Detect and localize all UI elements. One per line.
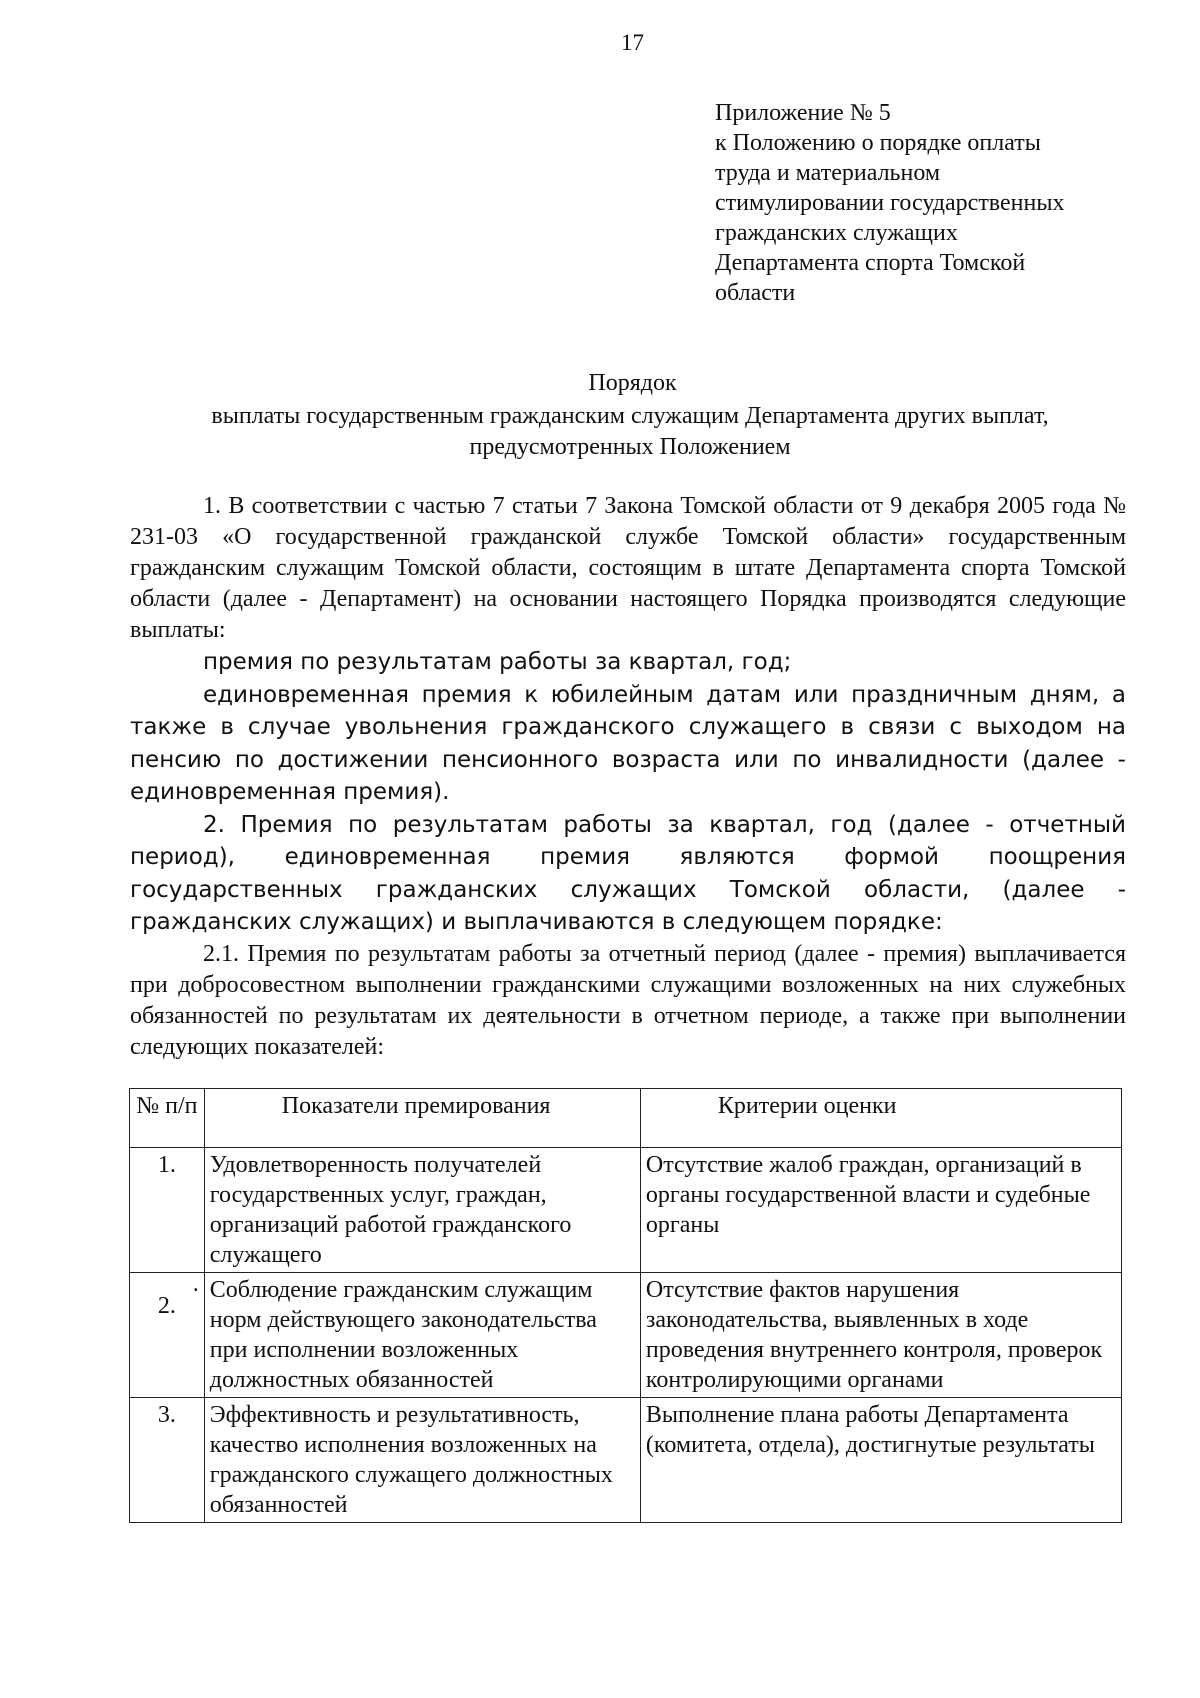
paragraph-1: 1. В соответствии с частью 7 статьи 7 Закона Томской области от 9 декабря 2005 года № 231-03 «О государственной гражданской службе Томской области» государственным гражданским служащим Томской области, состоящим в штате Департамента спорта Томской области (далее - Департамент) на основании настоящего Порядка производятся следующие выплаты: (130, 493, 1126, 643)
appendix-line: к Положению о порядке оплаты (715, 130, 1041, 156)
appendix-line: Департамента спорта Томской (715, 250, 1026, 276)
row-indicator: Удовлетворенность получателей государственных услуг, граждан, организаций работой гражданского служащего (204, 1148, 640, 1273)
paragraph-one-time-bonus: единовременная премия к юбилейным датам или праздничным дням, а также в случае увольнения гражданского служащего в связи с выходом на пенсию по достижении пенсионного возраста или по инвалидности (далее - единовременная премия). (130, 681, 1126, 805)
row-number: 3. (130, 1398, 205, 1523)
paragraph-2: 2. Премия по результатам работы за квартал, год (далее - отчетный период), единовременная премия являются формой поощрения государственных гражданских служащих Томской области, (далее - гражданских служащих) и выплачиваются в следующем порядке: (130, 811, 1126, 935)
bonus-criteria-table (129, 1088, 1122, 1523)
row-number-cell (130, 1273, 205, 1398)
appendix-line: Приложение № 5 (715, 100, 891, 126)
appendix-heading (715, 98, 1155, 308)
appendix-line: области (715, 280, 796, 306)
header-number: № п/п (130, 1089, 205, 1148)
row-number: 2. (157, 1293, 176, 1319)
document-title: Порядок (588, 370, 677, 396)
document-subtitle (130, 401, 1130, 463)
paragraph-2-1: 2.1. Премия по результатам работы за отчетный период (далее - премия) выплачивается при добросовестном выполнении гражданскими служащими возложенных на них служебных обязанностей по результатам их деятельности в отчетном периоде, а также при выполнении следующих показателей: (130, 940, 1126, 1060)
subtitle-line: выплаты государственным гражданским служащим Департамента других выплат, (211, 403, 1049, 429)
row-indicator: Эффективность и результативность, качество исполнения возложенных на гражданского служащего должностных обязанностей (204, 1398, 640, 1523)
row-criteria: Отсутствие фактов нарушения законодательства, выявленных в ходе проведения внутреннего контроля, проверок контролирующими органами (640, 1273, 1121, 1398)
row-number: 1. (130, 1148, 205, 1273)
appendix-line: гражданских служащих (715, 220, 958, 246)
appendix-line: стимулировании государственных (715, 190, 1065, 216)
header-criteria: Критерии оценки (640, 1089, 1121, 1148)
table-row (130, 1398, 1122, 1523)
row-criteria: Выполнение плана работы Департамента (комитета, отдела), достигнутые результаты (640, 1398, 1121, 1523)
appendix-line: труда и материальном (715, 160, 941, 186)
row-mark: . (192, 1271, 199, 1297)
row-criteria: Отсутствие жалоб граждан, организаций в органы государственной власти и судебные органы (640, 1148, 1121, 1273)
document-body (130, 491, 1126, 1063)
subtitle-line: предусмотренных Положением (469, 434, 791, 460)
paragraph-bonus-quarter: премия по результатам работы за квартал, год; (203, 649, 792, 675)
row-indicator: Соблюдение гражданским служащим норм действующего законодательства при исполнении возложенных должностных обязанностей (204, 1273, 640, 1398)
table-row (130, 1273, 1122, 1398)
table-row (130, 1148, 1122, 1273)
header-indicators: Показатели премирования (204, 1089, 640, 1148)
page-number: 17 (621, 30, 644, 55)
table-header-row (130, 1089, 1122, 1148)
